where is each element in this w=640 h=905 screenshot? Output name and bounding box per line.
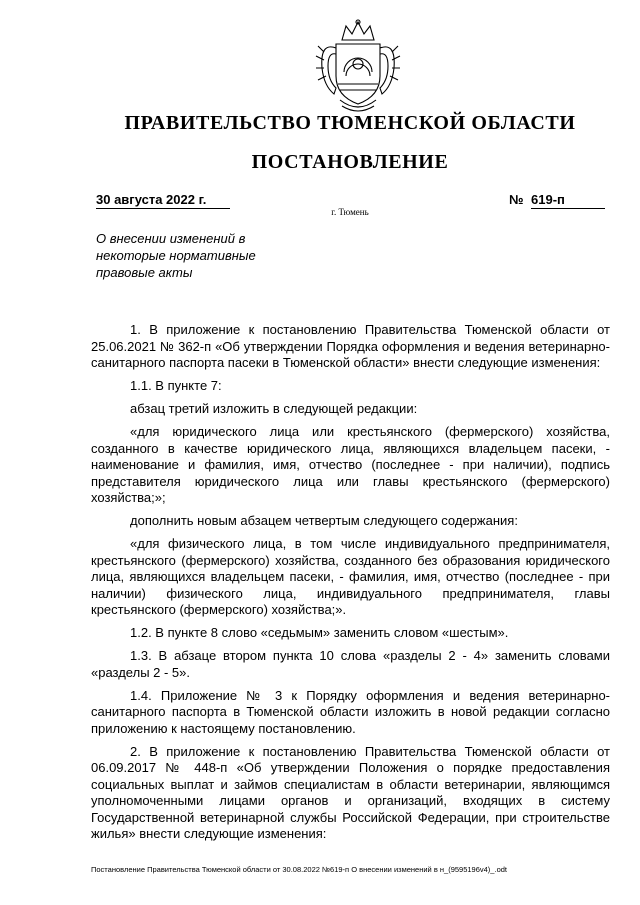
number-label: №: [509, 192, 524, 207]
paragraph: абзац третий изложить в следующей редакции:: [130, 401, 418, 416]
document-subject: О внесении изменений в некоторые нормативные правовые акты: [96, 231, 256, 280]
paragraph: 1.1. В пункте 7:: [130, 378, 222, 393]
city: г. Тюмень: [331, 207, 369, 217]
paragraph: 1.4. Приложение № 3 к Порядку оформления и ведения ветеринарно-санитарного паспорта в Тюменской области изложить в новой редакции согласно приложению к настоящему постановлению.: [91, 687, 610, 736]
document-type: ПОСТАНОВЛЕНИЕ: [251, 151, 449, 173]
document-body: [91, 322, 610, 849]
government-title: ПРАВИТЕЛЬСТВО ТЮМЕНСКОЙ ОБЛАСТИ: [124, 112, 576, 134]
paragraph: 2. В приложение к постановлению Правительства Тюменской области от 06.09.2017 № 448-п «Об утверждении Положения о порядке предоставления социальных выплат и займов специалистам в области ветеринарии, являющимся уполномоченными лицами органов и организаций, входящих в систему Государственной ветеринарной службы Российской Федерации, при строительстве жилья» внести следующие изменения:: [91, 743, 610, 841]
paragraph: «для физического лица, в том числе индивидуального предпринимателя, крестьянского (фермерского) хозяйства, созданного без образования юридического лица, являющихся владельцем пасеки, - фамилия, имя, отчество (последнее - при наличии) физического лица, индивидуального предпринимателя, главы крестьянского (фермерского) хозяйства;».: [91, 536, 610, 617]
paragraph: 1.3. В абзаце втором пункта 10 слова «разделы 2 - 4» заменить словами «разделы 2 - 5».: [91, 648, 610, 680]
paragraph: 1. В приложение к постановлению Правительства Тюменской области от 25.06.2021 № 362-п «Об утверждении Порядка оформления и ведения ветеринарно-санитарного паспорта пасеки в Тюменской области» внести следующие изменения:: [91, 322, 610, 370]
document-date: 30 августа 2022 г.: [96, 192, 230, 209]
paragraph: «для юридического лица или крестьянского (фермерского) хозяйства, созданного в качестве юридического лица, являющихся владельцем пасеки, - наименование и фамилия, имя, отчество (последнее - при наличии), подпись представителя юридического лица или главы крестьянского (фермерского) хозяйства;»;: [91, 424, 610, 505]
paragraph: дополнить новым абзацем четвертым следующего содержания:: [130, 513, 518, 528]
document-number: 619-п: [531, 192, 605, 209]
coat-of-arms-icon: [312, 18, 404, 118]
page-footer: Постановление Правительства Тюменской области от 30.08.2022 №619-п О внесении изменений в н_(9595196v4)_.odt: [91, 865, 507, 874]
paragraph: 1.2. В пункте 8 слово «седьмым» заменить словом «шестым».: [130, 625, 509, 640]
